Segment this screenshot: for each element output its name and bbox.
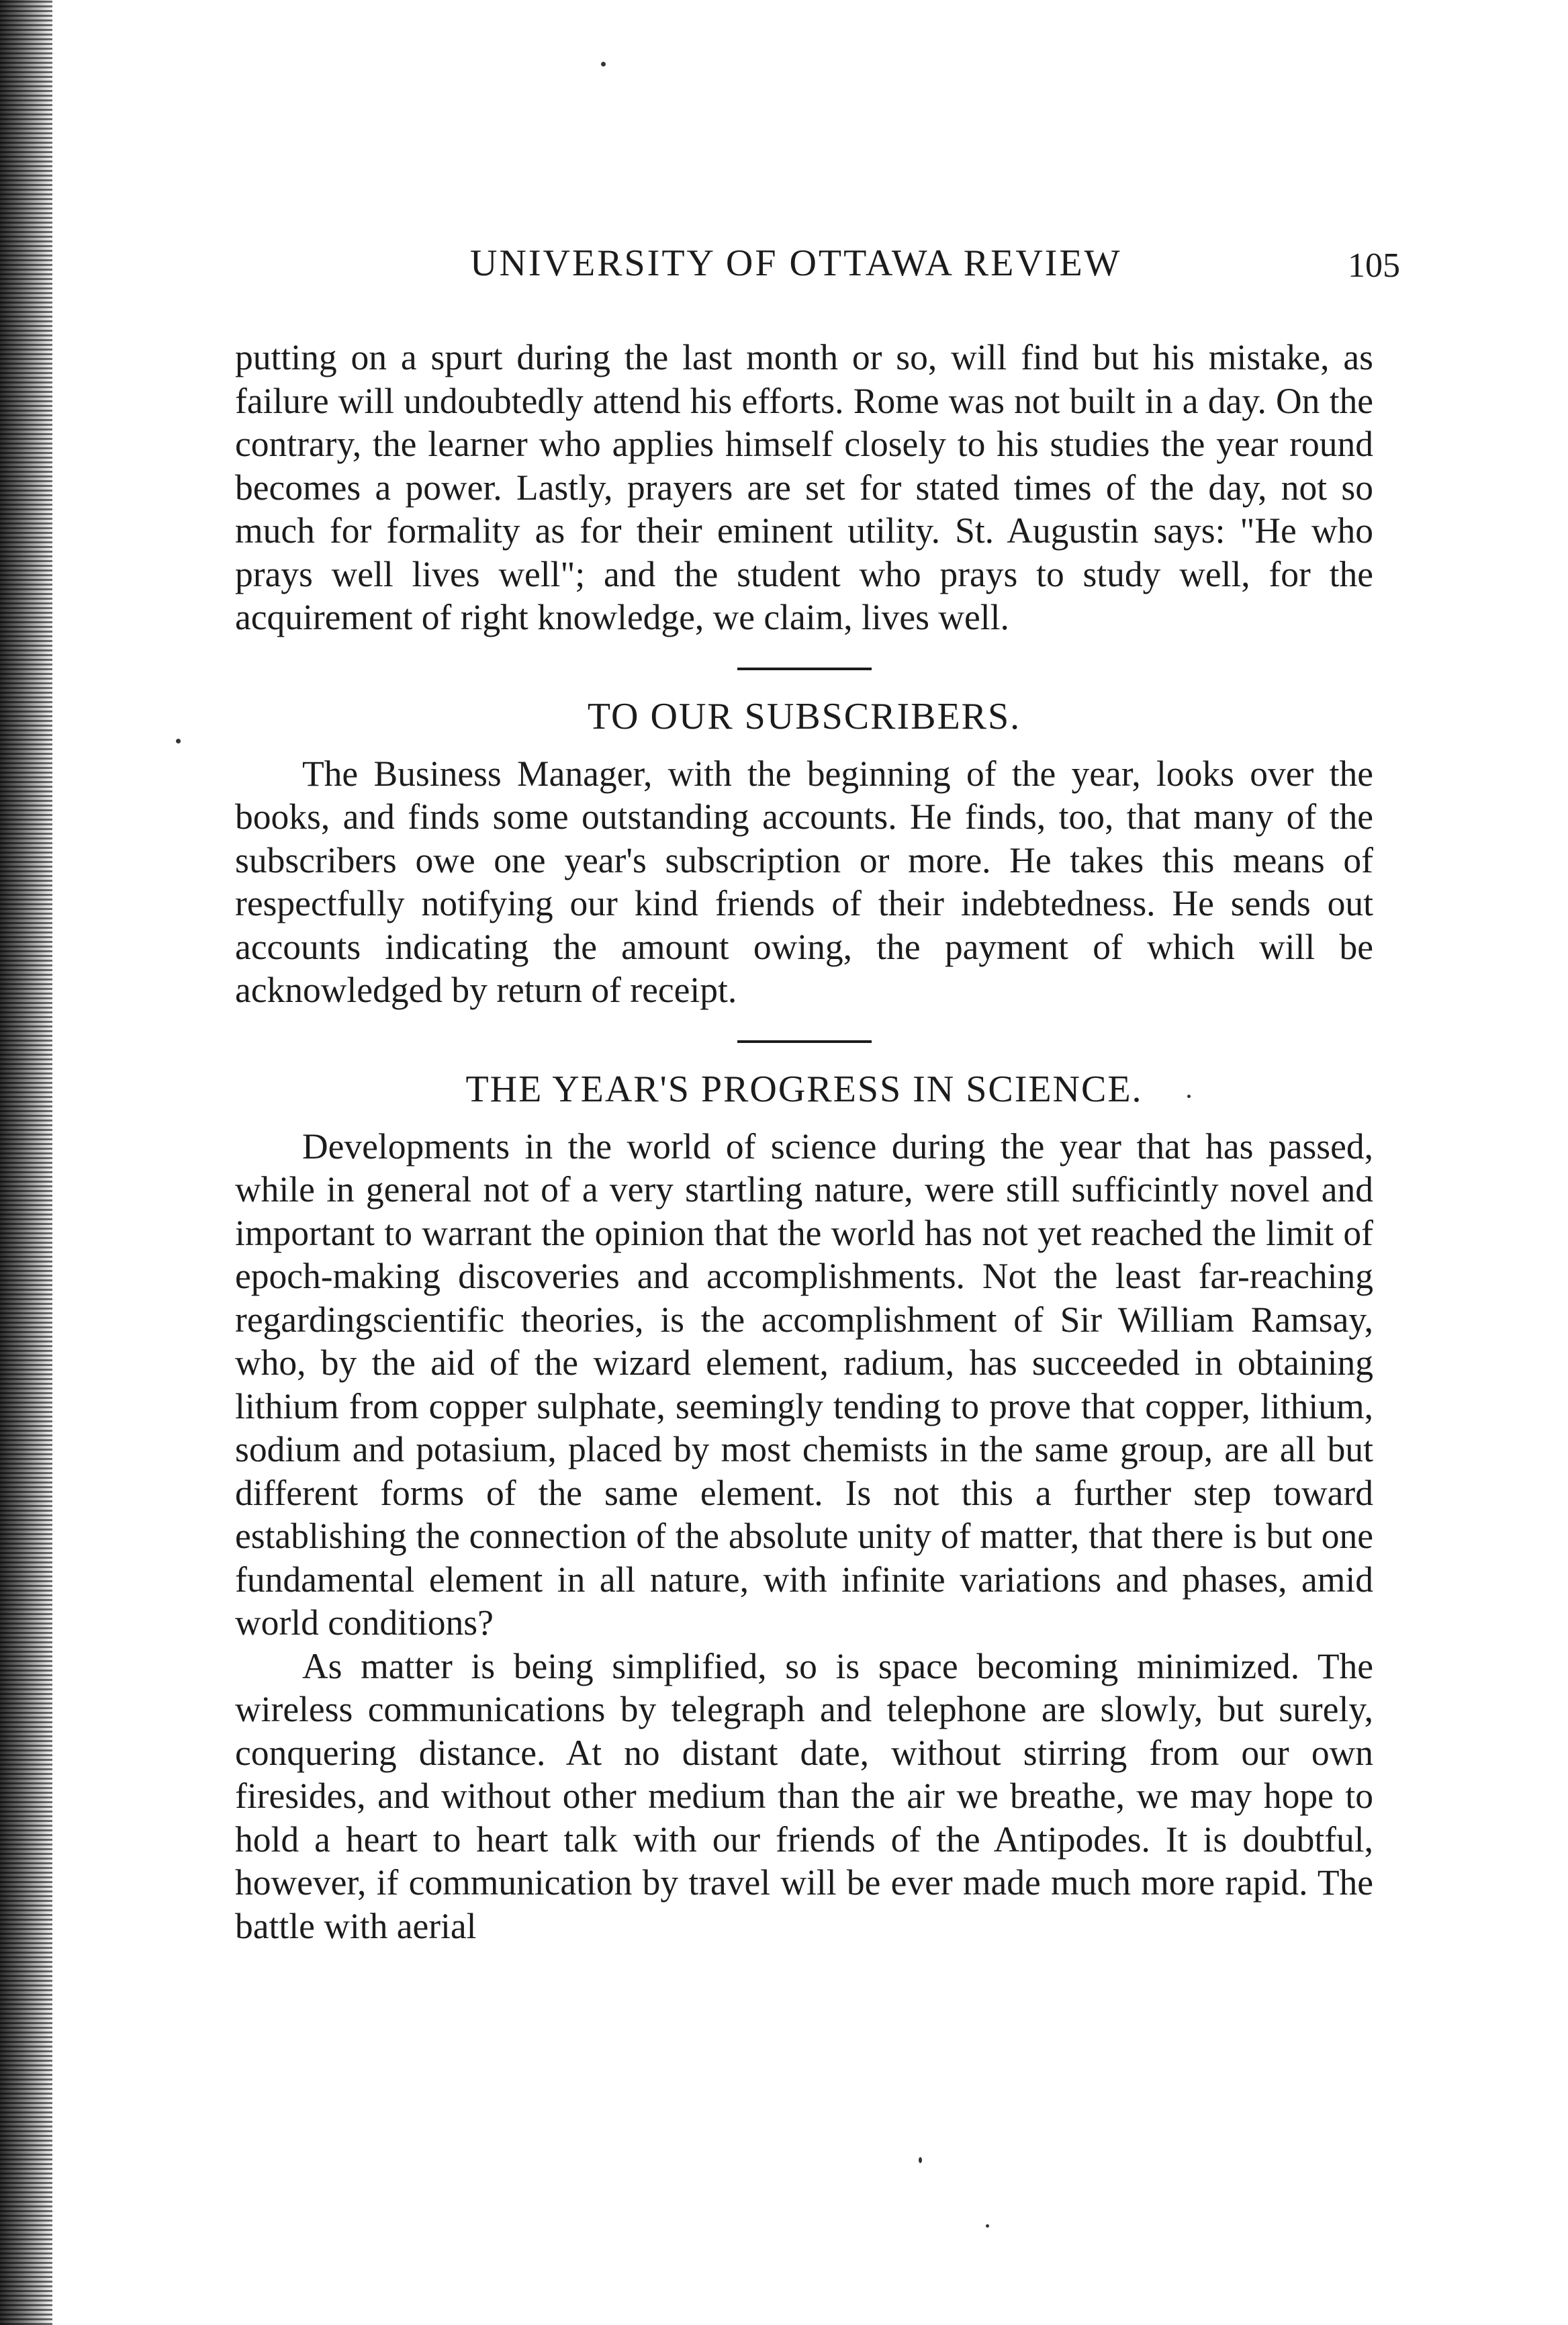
subscribers-paragraph: The Business Manager, with the beginning of the year, looks over the books, and finds some outstanding accounts. He finds, too, that many of the subscribers owe one year's subscription or more. He takes this means of respectfully notifying our kind friends of their indebtedness. He sends out accounts indicating the amount owing, the payment of which will be acknowledged by return of receipt. xyxy=(235,753,1373,1010)
print-speck xyxy=(919,2157,922,2163)
book-binding-edge xyxy=(0,0,52,2325)
section-divider xyxy=(737,668,872,670)
print-speck xyxy=(601,62,606,66)
page-number: 105 xyxy=(1348,246,1400,285)
section-divider xyxy=(737,1040,872,1043)
journal-page xyxy=(235,242,1400,1948)
print-speck xyxy=(986,2224,989,2228)
running-header xyxy=(235,242,1400,295)
print-speck xyxy=(176,739,181,743)
section-heading-subscribers: TO OUR SUBSCRIBERS. xyxy=(587,695,1021,737)
continued-paragraph: putting on a spurt during the last month or so, will find but his mistake, as failure will undoubtedly attend his efforts. Rome was not built in a day. On the contrary, the learner who applies himself closely to his studies the year round becomes a power. Lastly, prayers are set for stated times of the day, not so much for formality as for their eminent utility. St. Augustin says: "He who prays well lives well"; and the student who prays to study well, for the acquirement of right knowledge, we claim, lives well. xyxy=(235,337,1373,637)
section-heading-science: THE YEAR'S PROGRESS IN SCIENCE. xyxy=(465,1068,1143,1110)
science-paragraph-1: Developments in the world of science during the year that has passed, while in general not of a very startling nature, were still sufficintly novel and important to warrant the opinion that the world has not yet reached the limit of epoch-making discoveries and accomplishments. Not the least far-reaching regardingscientific theories, is the accomplishment of Sir William Ramsay, who, by the aid of the wizard element, radium, has succeeded in obtaining lithium from copper sulphate, seemingly tending to prove that copper, lithium, sodium and potasium, placed by most chemists in the same group, are all but different forms of the same element. Is not this a further step toward establishing the connection of the absolute unity of matter, that there is but one fundamental element in all nature, with infinite variations and phases, amid world conditions? xyxy=(235,1126,1373,1643)
running-title: UNIVERSITY OF OTTAWA REVIEW xyxy=(470,242,1122,284)
science-paragraph-2: As matter is being simplified, so is space becoming minimized. The wireless communications by telegraph and telephone are slowly, but surely, conquering distance. At no distant date, without stirring from our own firesides, and without other medium than the air we breathe, we may hope to hold a heart to heart talk with our friends of the Antipodes. It is doubtful, however, if communication by travel will be ever made much more rapid. The battle with aerial xyxy=(235,1645,1373,1946)
